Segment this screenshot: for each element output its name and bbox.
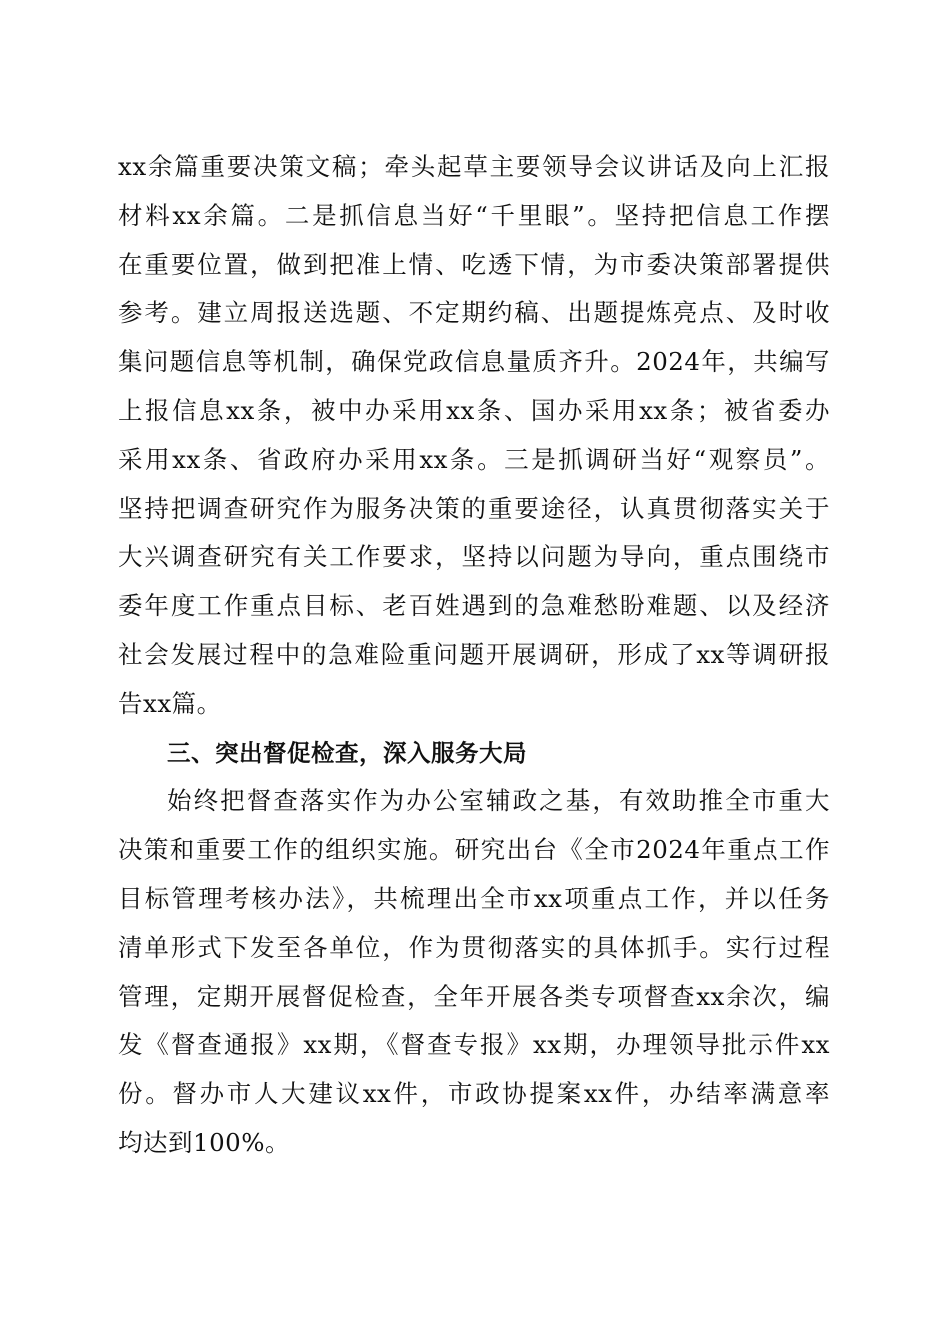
section-heading: 三、突出督促检查，深入服务大局 xyxy=(167,738,527,767)
text-line: 参考。建立周报送选题、不定期约稿、出题提炼亮点、及时收 xyxy=(118,298,830,328)
text-line: 管理，定期开展督促检查，全年开展各类专项督查xx余次，编 xyxy=(118,981,830,1011)
text-line: 大兴调查研究有关工作要求，坚持以问题为导向，重点围绕市 xyxy=(118,542,830,572)
text-line: 告xx篇。 xyxy=(118,688,222,718)
section-paragraph xyxy=(118,777,830,1167)
text-line: 集问题信息等机制，确保党政信息量质齐升。2024年，共编写 xyxy=(118,347,830,377)
text-line: 始终把督查落实作为办公室辅政之基，有效助推全市重大 xyxy=(167,786,830,816)
text-line: 坚持把调查研究作为服务决策的重要途径，认真贯彻落实关于 xyxy=(118,493,830,523)
text-line: 上报信息xx条，被中办采用xx条、国办采用xx条；被省委办 xyxy=(118,395,830,425)
text-line: 清单形式下发至各单位，作为贯彻落实的具体抓手。实行过程 xyxy=(118,932,830,962)
text-line: 目标管理考核办法》，共梳理出全市xx项重点工作，并以任务 xyxy=(118,883,830,913)
text-line: 采用xx条、省政府办采用xx条。三是抓调研当好“观察员”。 xyxy=(118,444,830,474)
text-line: 均达到100%。 xyxy=(118,1127,291,1157)
text-line: 社会发展过程中的急难险重问题开展调研，形成了xx等调研报 xyxy=(118,639,830,669)
text-line: 材料xx余篇。二是抓信息当好“千里眼”。坚持把信息工作摆 xyxy=(118,200,830,230)
text-line: 委年度工作重点目标、老百姓遇到的急难愁盼难题、以及经济 xyxy=(118,591,830,621)
text-line: 决策和重要工作的组织实施。研究出台《全市2024年重点工作 xyxy=(118,835,830,865)
text-line: 份。督办市人大建议xx件，市政协提案xx件，办结率满意率 xyxy=(118,1079,830,1109)
text-line: 发《督查通报》xx期，《督查专报》xx期，办理领导批示件xx xyxy=(118,1030,830,1060)
paragraph-continued xyxy=(118,143,830,729)
document-page xyxy=(118,143,830,1168)
text-line: 在重要位置，做到把准上情、吃透下情，为市委决策部署提供 xyxy=(118,249,830,279)
text-line: xx余篇重要决策文稿；牵头起草主要领导会议讲话及向上汇报 xyxy=(118,152,830,181)
